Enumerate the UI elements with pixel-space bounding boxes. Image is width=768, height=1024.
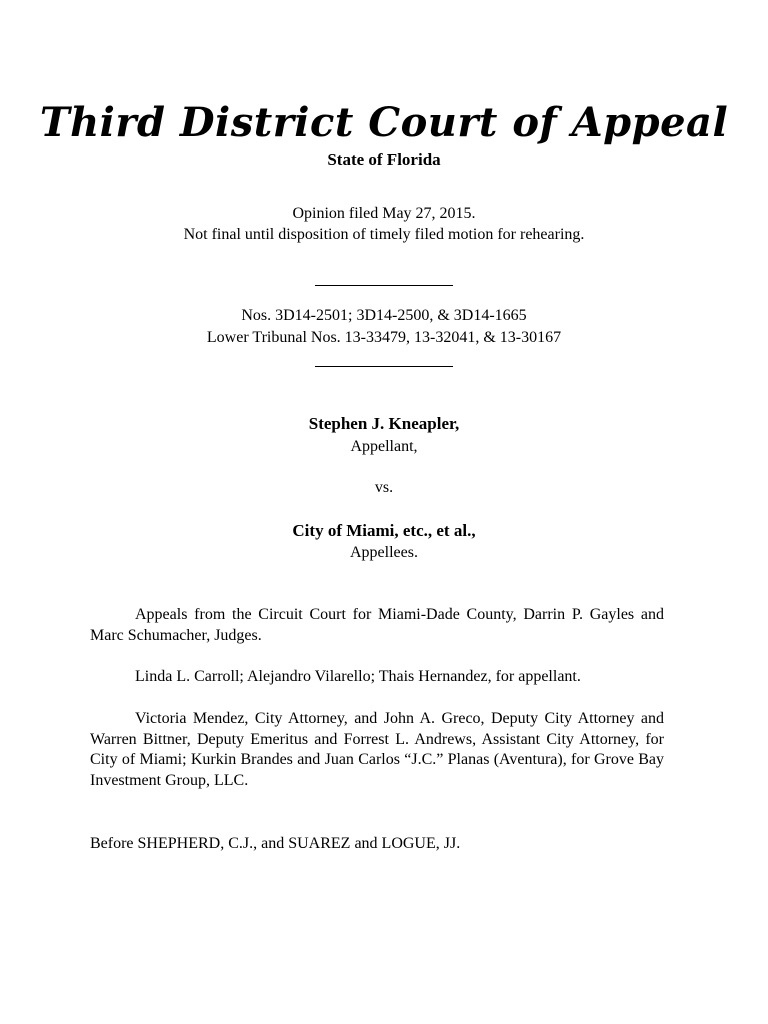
judicial-panel: Before SHEPHERD, C.J., and SUAREZ and LOGUE, JJ.: [90, 835, 461, 852]
lower-tribunal-numbers: Lower Tribunal Nos. 13-33479, 13-32041, & 13-30167: [206, 329, 562, 346]
separator-rule-bottom: [315, 366, 453, 367]
versus-label: vs.: [374, 479, 394, 496]
court-title: Third District Court of Appeal: [39, 99, 729, 146]
appellee-role: Appellees.: [350, 544, 418, 561]
appellee-name: City of Miami, etc., et al.,: [292, 521, 476, 540]
appellant-role: Appellant,: [350, 438, 418, 455]
separator-rule-top: [315, 285, 453, 286]
case-numbers: Nos. 3D14-2501; 3D14-2500, & 3D14-1665: [241, 307, 527, 324]
appellant-counsel-paragraph: Linda L. Carroll; Alejandro Vilarello; Thais Hernandez, for appellant.: [135, 668, 581, 685]
state-name: State of Florida: [327, 150, 441, 169]
appellant-name: Stephen J. Kneapler,: [308, 414, 460, 433]
appellee-counsel-paragraph: Victoria Mendez, City Attorney, and John A. Greco, Deputy City Attorney and Warren Bittner, Deputy Emeritus and Forrest L. Andrews, Assistant City Attorney, for City of Miami; Kurkin Brandes and Juan Carlos “J.C.” Planas (Aventura), for Grove Bay Investment Group, LLC.: [90, 710, 664, 789]
appeal-source-paragraph: Appeals from the Circuit Court for Miami-Dade County, Darrin P. Gayles and Marc Schumacher, Judges.: [90, 606, 664, 644]
opinion-filed-date: Opinion filed May 27, 2015.: [292, 205, 476, 222]
not-final-notice: Not final until disposition of timely filed motion for rehearing.: [183, 226, 585, 243]
